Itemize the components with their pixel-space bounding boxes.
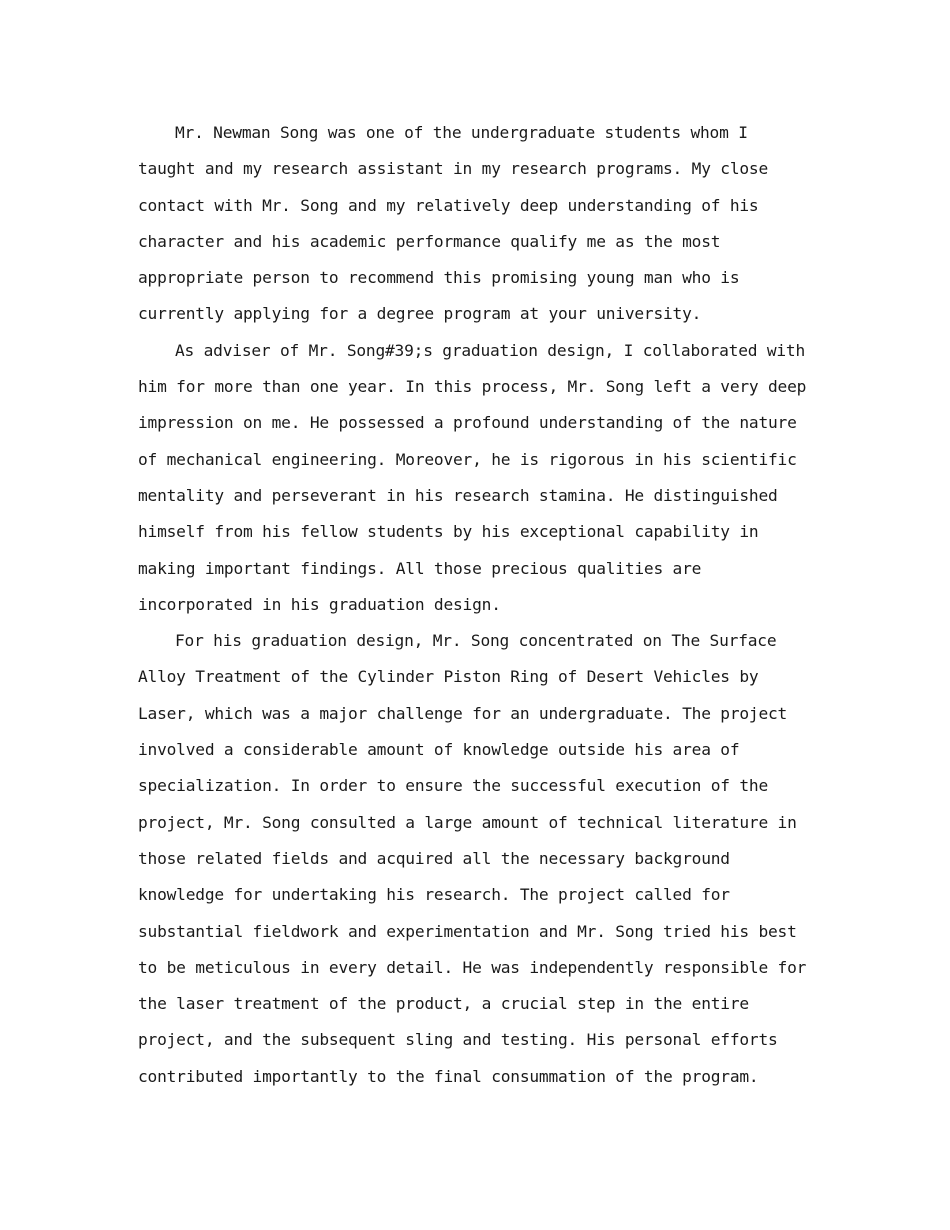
paragraph-1: Mr. Newman Song was one of the undergraduate students whom I taught and my research assistant in my research programs. My close contact with Mr. Song and my relatively deep understanding of his character and his academic performance qualify me as the most appropriate person to recommend this promising young man who is currently applying for a degree program at your university.	[138, 123, 769, 324]
paragraph-2: As adviser of Mr. Song#39;s graduation design, I collaborated with him for more than one year. In this process, Mr. Song left a very deep impression on me. He possessed a profound understanding of the nature of mechanical engineering. Moreover, he is rigorous in his scientific mentality and perseverant in his research stamina. He distinguished himself from his fellow students by his exceptional capability in making important findings. All those precious qualities are incorporated in his graduation design.	[138, 340, 807, 614]
paragraph-3: For his graduation design, Mr. Song concentrated on The Surface Alloy Treatment of the Cylinder Piston Ring of Desert Vehicles by Laser, which was a major challenge for an undergraduate. The project involved a considerable amount of knowledge outside his area of specialization. In order to ensure the successful execution of the project, Mr. Song consulted a large amount of technical literature in those related fields and acquired all the necessary background knowledge for undertaking his research. The project called for substantial fieldwork and experimentation and Mr. Song tried his best to be meticulous in every detail. He was independently responsible for the laser treatment of the product, a crucial step in the entire project, and the subsequent sling and testing. His personal efforts contributed importantly to the final consummation of the program.	[138, 631, 807, 1086]
letter-body	[138, 115, 813, 1095]
